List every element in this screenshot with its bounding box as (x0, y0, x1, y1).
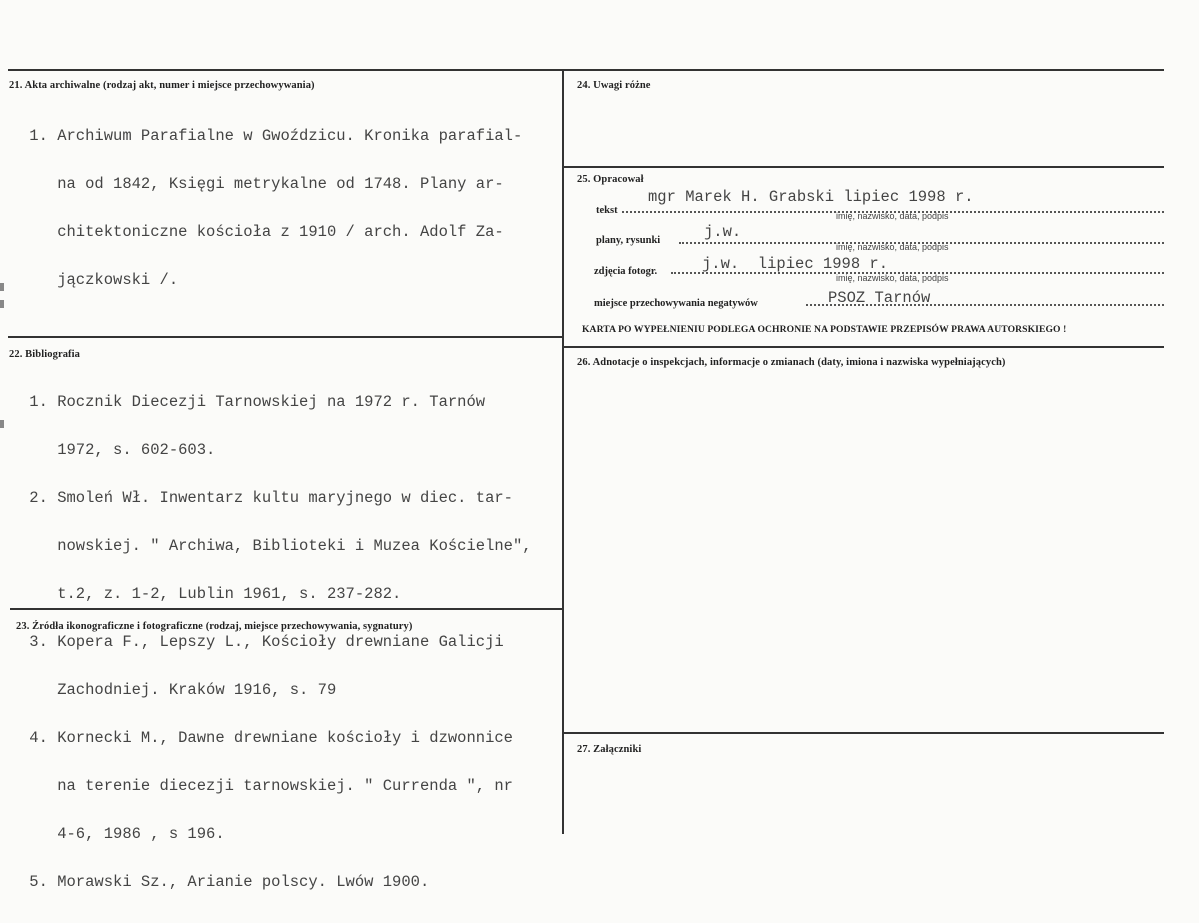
column-divider (562, 69, 564, 834)
section-21-text (20, 96, 522, 320)
text-line: jączkowski /. (20, 271, 179, 289)
tekst-caption: imię, nazwisko, data, podpis (836, 211, 949, 221)
text-line: 1972, s. 602-603. (20, 441, 216, 459)
text-line: 4-6, 1986 , s 196. (20, 825, 225, 843)
text-line: 1. Archiwum Parafialne w Gwoździcu. Kronika parafial- (20, 127, 523, 145)
edge-mark (0, 283, 4, 291)
text-line: chitektoniczne kościoła z 1910 / arch. Adolf Za- (20, 223, 504, 241)
rule-25-26 (564, 346, 1164, 348)
section-21-subtitle: (rodzaj akt, numer i miejsce przechowywania) (103, 80, 315, 91)
section-24-title: 24. Uwagi różne (577, 80, 651, 91)
text-line: 3. Kopera F., Lepszy L., Kościoły drewniane Galicji (20, 633, 504, 651)
section-23-subtitle: (rodzaj, miejsce przechowywania, sygnatury) (205, 621, 413, 632)
text-line: 5. Morawski Sz., Arianie polscy. Lwów 1900. (20, 873, 430, 891)
section-26-subtitle: (daty, imiona i nazwiska wypełniających) (817, 357, 1006, 368)
text-line: na terenie diecezji tarnowskiej. " Currenda ", nr (20, 777, 513, 795)
section-25-title: 25. Opracował (577, 174, 644, 185)
rule-24-25 (564, 166, 1164, 168)
section-22-title: 22. Bibliografia (9, 349, 81, 360)
negatywy-value: PSOZ Tarnów (828, 289, 931, 307)
text-line: na od 1842, Księgi metrykalne od 1748. Plany ar- (20, 175, 504, 193)
zdjecia-caption: imię, nazwisko, data, podpis (836, 273, 949, 283)
section-26-heading (577, 357, 1006, 368)
tekst-value: mgr Marek H. Grabski lipiec 1998 r. (648, 188, 974, 206)
section-23-heading (16, 621, 412, 632)
negatywy-dotted-line (806, 304, 1164, 306)
text-line: nowskiej. " Archiwa, Biblioteki i Muzea Kościelne", (20, 537, 532, 555)
zdjecia-value: j.w. lipiec 1998 r. (702, 255, 889, 273)
negatywy-label: miejsce przechowywania negatywów (594, 298, 758, 309)
plany-value: j.w. (704, 223, 742, 241)
section-21-heading (9, 80, 315, 91)
text-line: Zachodniej. Kraków 1916, s. 79 (20, 681, 337, 699)
section-22-text (20, 362, 532, 922)
plany-label: plany, rysunki (596, 235, 661, 246)
text-line: 4. Kornecki M., Dawne drewniane kościoły i dzwonnice (20, 729, 513, 747)
rule-26-27 (564, 732, 1164, 734)
tekst-label: tekst (596, 205, 618, 216)
zdjecia-label: zdjęcia fotogr. (594, 266, 658, 277)
top-rule (8, 69, 1164, 71)
section-27-title: 27. Załączniki (577, 744, 642, 755)
section-21-title: 21. Akta archiwalne (9, 80, 101, 91)
section-26-title: 26. Adnotacje o inspekcjach, informacje o zmianach (577, 357, 815, 368)
edge-mark (0, 300, 4, 308)
text-line: t.2, z. 1-2, Lublin 1961, s. 237-282. (20, 585, 402, 603)
section-23-title: 23. Źródła ikonograficzne i fotograficzne (16, 621, 203, 632)
edge-mark (0, 420, 4, 428)
copyright-notice: KARTA PO WYPEŁNIENIU PODLEGA OCHRONIE NA PODSTAWIE PRZEPISÓW PRAWA AUTORSKIEGO ! (582, 324, 1067, 335)
rule-21-22 (8, 336, 564, 338)
plany-caption: imię, nazwisko, data, podpis (836, 242, 949, 252)
text-line: 2. Smoleń Wł. Inwentarz kultu maryjnego w diec. tar- (20, 489, 513, 507)
text-line: 1. Rocznik Diecezji Tarnowskiej na 1972 r. Tarnów (20, 393, 486, 411)
